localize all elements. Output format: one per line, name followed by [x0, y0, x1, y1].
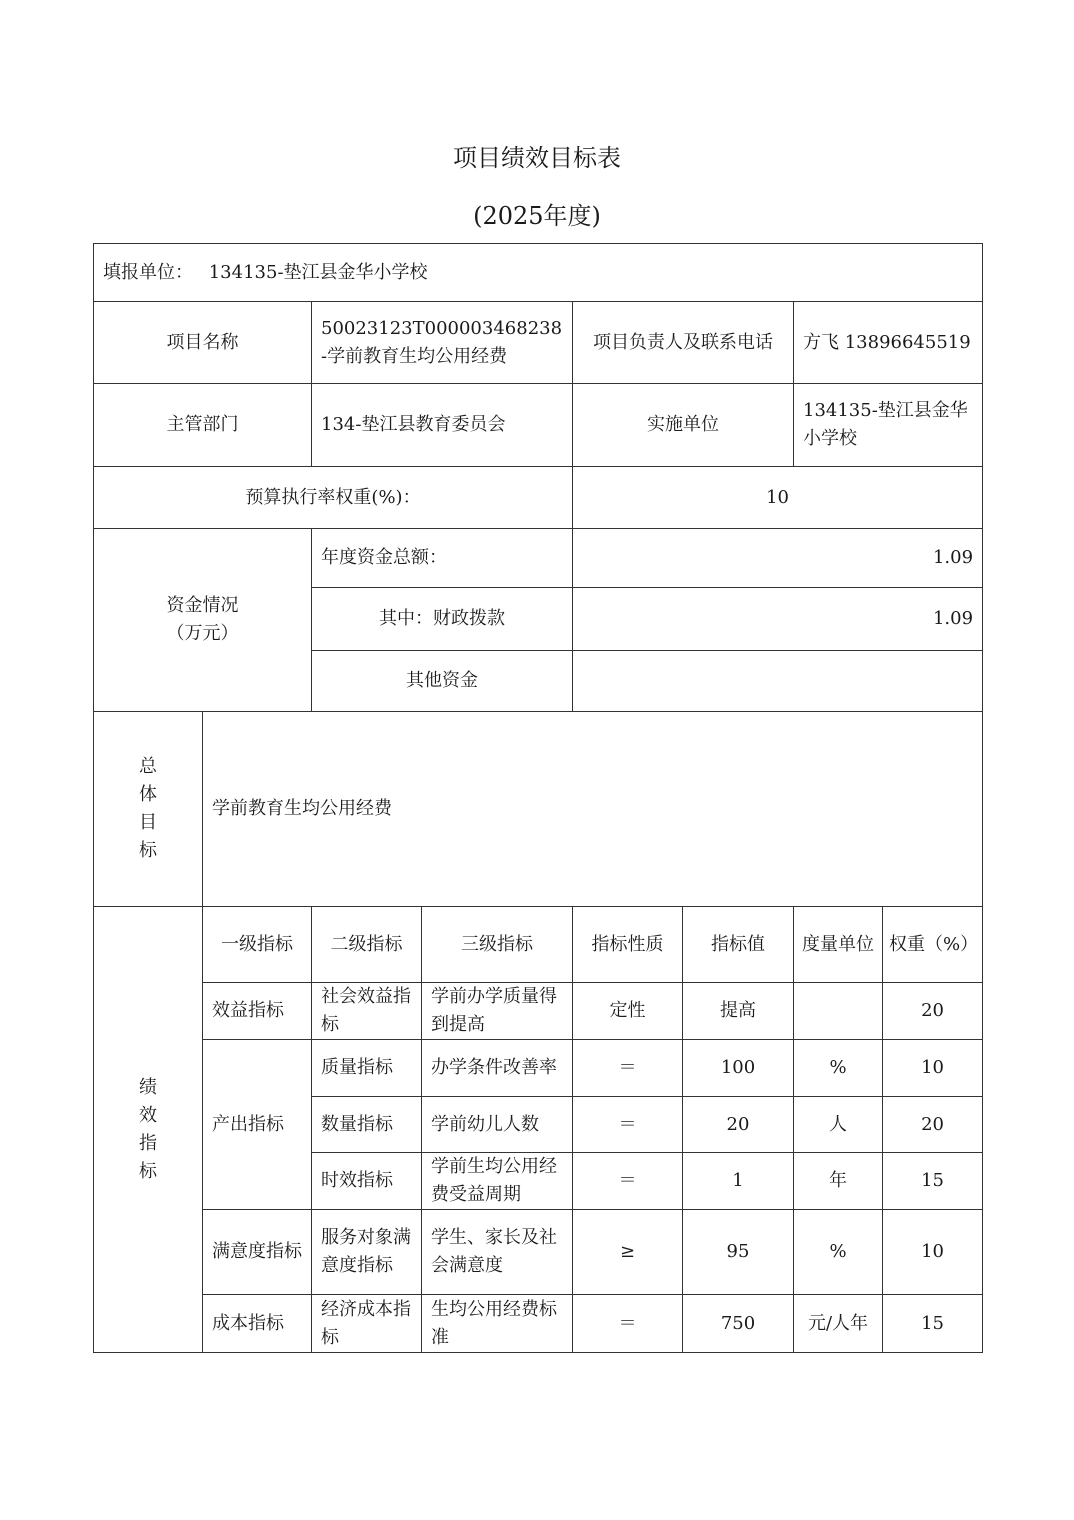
- funds-label-line1: 资金情况: [166, 595, 239, 616]
- level2-cell: 服务对象满意度指标: [312, 1210, 422, 1295]
- funds-fiscal-label: 其中：财政拨款: [312, 588, 573, 651]
- unit-cell: 人: [794, 1097, 883, 1153]
- performance-label-char: 指: [139, 1132, 157, 1154]
- header-level1: 一级指标: [203, 907, 312, 983]
- value-cell: 750: [683, 1295, 794, 1353]
- table-row: [94, 1295, 983, 1353]
- level1-cell: 效益指标: [203, 983, 312, 1040]
- weight-cell: 15: [883, 1295, 983, 1353]
- funds-total-label: 年度资金总额：: [312, 529, 573, 588]
- overall-goal-value: 学前教育生均公用经费: [203, 712, 983, 907]
- nature-cell: ＝: [573, 1295, 683, 1353]
- implementing-unit-label: 实施单位: [573, 384, 794, 467]
- overall-goal-label-char: 总: [139, 756, 157, 777]
- level3-cell: 办学条件改善率: [422, 1040, 573, 1097]
- value-cell: 100: [683, 1040, 794, 1097]
- header-level3: 三级指标: [422, 907, 573, 983]
- level2-cell: 时效指标: [312, 1153, 422, 1210]
- level3-cell: 学前生均公用经费受益周期: [422, 1153, 573, 1210]
- level3-cell: 学生、家长及社会满意度: [422, 1210, 573, 1295]
- nature-cell: 定性: [573, 983, 683, 1040]
- table-row: [94, 983, 983, 1040]
- reporting-unit-label: 填报单位：: [103, 261, 193, 283]
- department-label: 主管部门: [94, 384, 312, 467]
- funds-label-line2: （万元）: [166, 623, 239, 644]
- level2-cell: 经济成本指标: [312, 1295, 422, 1353]
- table-row: [94, 1040, 983, 1097]
- header-unit: 度量单位: [794, 907, 883, 983]
- level1-cell: 产出指标: [203, 1040, 312, 1210]
- unit-cell: [794, 983, 883, 1040]
- budget-weight-label: 预算执行率权重(%)：: [94, 467, 573, 529]
- level1-cell: 成本指标: [203, 1295, 312, 1353]
- overall-goal-label-char: 标: [139, 840, 157, 861]
- level2-cell: 质量指标: [312, 1040, 422, 1097]
- funds-total-value: 1.09: [573, 529, 983, 588]
- value-cell: 1: [683, 1153, 794, 1210]
- department-value: 134-垫江县教育委员会: [312, 384, 573, 467]
- level3-cell: 生均公用经费标准: [422, 1295, 573, 1353]
- unit-cell: 年: [794, 1153, 883, 1210]
- level3-cell: 学前幼儿人数: [422, 1097, 573, 1153]
- table-row: [94, 1210, 983, 1295]
- performance-indicators-label: [94, 907, 203, 1353]
- project-manager-label: 项目负责人及联系电话: [573, 302, 794, 384]
- level2-cell: 社会效益指标: [312, 983, 422, 1040]
- weight-cell: 10: [883, 1210, 983, 1295]
- performance-target-table: [93, 243, 983, 1353]
- unit-cell: 元/人年: [794, 1295, 883, 1353]
- performance-label-char: 标: [139, 1160, 157, 1182]
- unit-cell: %: [794, 1210, 883, 1295]
- header-level2: 二级指标: [312, 907, 422, 983]
- project-name-value: 50023123T000003468238-学前教育生均公用经费: [312, 302, 573, 384]
- reporting-unit-cell: [94, 244, 983, 302]
- funds-other-label: 其他资金: [312, 651, 573, 712]
- page-subtitle-year: (2025年度): [473, 202, 601, 230]
- header-nature: 指标性质: [573, 907, 683, 983]
- value-cell: 95: [683, 1210, 794, 1295]
- funds-fiscal-value: 1.09: [573, 588, 983, 651]
- value-cell: 提高: [683, 983, 794, 1040]
- unit-cell: %: [794, 1040, 883, 1097]
- funds-label: [94, 529, 312, 712]
- project-manager-value: 方飞 13896645519: [794, 302, 983, 384]
- weight-cell: 10: [883, 1040, 983, 1097]
- page-title: 项目绩效目标表: [453, 144, 621, 172]
- weight-cell: 15: [883, 1153, 983, 1210]
- level2-cell: 数量指标: [312, 1097, 422, 1153]
- header-value: 指标值: [683, 907, 794, 983]
- performance-label-char: 效: [139, 1104, 157, 1126]
- value-cell: 20: [683, 1097, 794, 1153]
- weight-cell: 20: [883, 1097, 983, 1153]
- nature-cell: ≥: [573, 1210, 683, 1295]
- project-name-label: 项目名称: [94, 302, 312, 384]
- level3-cell: 学前办学质量得到提高: [422, 983, 573, 1040]
- header-weight: 权重（%）: [883, 907, 983, 983]
- overall-goal-label-char: 体: [139, 784, 157, 805]
- implementing-unit-value: 134135-垫江县金华小学校: [794, 384, 983, 467]
- budget-weight-value: 10: [573, 467, 983, 529]
- weight-cell: 20: [883, 983, 983, 1040]
- nature-cell: ＝: [573, 1040, 683, 1097]
- overall-goal-label-char: 目: [139, 812, 157, 833]
- nature-cell: ＝: [573, 1097, 683, 1153]
- overall-goal-label: [94, 712, 203, 907]
- performance-label-char: 绩: [139, 1076, 157, 1098]
- nature-cell: ＝: [573, 1153, 683, 1210]
- funds-other-value: [573, 651, 983, 712]
- reporting-unit-value: 134135-垫江县金华小学校: [208, 261, 428, 283]
- level1-cell: 满意度指标: [203, 1210, 312, 1295]
